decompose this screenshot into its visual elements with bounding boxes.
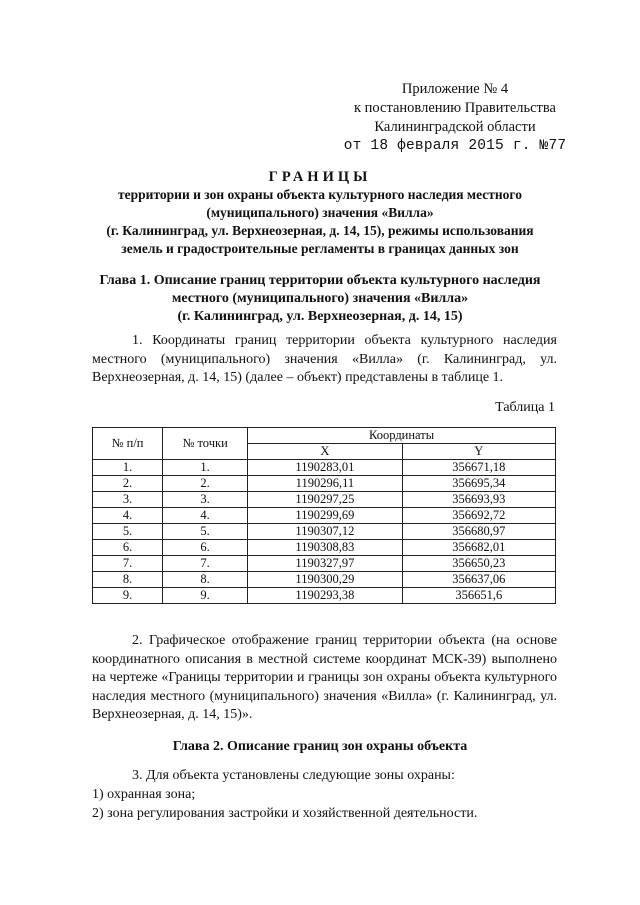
table-row (93, 524, 556, 540)
list-item: 1) охранная зона; (92, 787, 196, 802)
table-row (93, 540, 556, 556)
cell-x: 1190307,12 (248, 524, 402, 540)
list-item: 2) зона регулирования застройки и хозяйственной деятельности. (92, 806, 478, 821)
table-row (93, 588, 556, 604)
table-row (93, 572, 556, 588)
cell-point: 3. (163, 492, 248, 508)
table-row (93, 556, 556, 572)
table-row (93, 508, 556, 524)
cell-num: 8. (93, 572, 163, 588)
cell-y: 356680,97 (402, 524, 555, 540)
cell-num: 6. (93, 540, 163, 556)
appendix-region: Калининградской области (374, 119, 536, 135)
cell-y: 356637,06 (402, 572, 555, 588)
appendix-number: Приложение № 4 (401, 81, 509, 97)
cell-x: 1190327,97 (248, 556, 402, 572)
cell-point: 2. (163, 476, 248, 492)
coordinates-table-body (93, 460, 556, 604)
protection-zones-list (92, 766, 562, 823)
cell-point: 5. (163, 524, 248, 540)
cell-num: 2. (93, 476, 163, 492)
appendix-header (330, 80, 580, 156)
chapter-1-line: (г. Калининград, ул. Верхнеозерная, д. 14, 15) (177, 309, 463, 324)
cell-num: 4. (93, 508, 163, 524)
cell-point: 1. (163, 460, 248, 476)
cell-num: 7. (93, 556, 163, 572)
header-x: X (248, 444, 402, 460)
cell-y: 356692,72 (402, 508, 555, 524)
table-caption: Таблица 1 (495, 400, 555, 415)
header-coords: Координаты (248, 428, 556, 444)
cell-y: 356650,23 (402, 556, 555, 572)
chapter-2-heading: Глава 2. Описание границ зон охраны объекта (172, 739, 468, 754)
paragraph-1: 1. Координаты границ территории объекта культурного наследия местного (муниципального) значения «Вилла» (г. Калининград, ул. Верхнеозерная, д. 14, 15) (далее – объект) представлены в таблице 1. (92, 333, 557, 385)
document-subtitle (80, 186, 560, 258)
subtitle-line: (г. Калининград, ул. Верхнеозерная, д. 14, 15), режимы использования (106, 223, 534, 238)
cell-y: 356682,01 (402, 540, 555, 556)
header-y: Y (402, 444, 555, 460)
cell-num: 5. (93, 524, 163, 540)
cell-x: 1190297,25 (248, 492, 402, 508)
cell-point: 8. (163, 572, 248, 588)
cell-num: 1. (93, 460, 163, 476)
cell-x: 1190308,83 (248, 540, 402, 556)
cell-y: 356671,18 (402, 460, 555, 476)
cell-point: 4. (163, 508, 248, 524)
cell-num: 3. (93, 492, 163, 508)
cell-x: 1190296,11 (248, 476, 402, 492)
paragraph-2: 2. Графическое отображение границ территории объекта (на основе координатного описания в местной системе координат МСК-39) выполнено на чертеже «Границы территории и границы зон охраны объекта культурного наследия местного (муниципального) значения «Вилла» (г. Калининград, ул. Верхнеозерная, д. 14, 15)». (92, 633, 557, 722)
appendix-resolution: к постановлению Правительства (354, 100, 556, 116)
chapter-1-heading (80, 272, 560, 326)
table-row (93, 476, 556, 492)
cell-point: 6. (163, 540, 248, 556)
cell-num: 9. (93, 588, 163, 604)
list-intro: 3. Для объекта установлены следующие зоны охраны: (132, 768, 455, 783)
cell-point: 7. (163, 556, 248, 572)
subtitle-line: земель и градостроительные регламенты в границах данных зон (121, 241, 519, 256)
cell-y: 356651,6 (402, 588, 555, 604)
cell-y: 356693,93 (402, 492, 555, 508)
cell-x: 1190293,38 (248, 588, 402, 604)
cell-x: 1190283,01 (248, 460, 402, 476)
table-row (93, 460, 556, 476)
cell-y: 356695,34 (402, 476, 555, 492)
cell-x: 1190300,29 (248, 572, 402, 588)
chapter-1-line: Глава 1. Описание границ территории объекта культурного наследия (99, 273, 541, 288)
document-title: ГРАНИЦЫ (268, 169, 372, 185)
appendix-date: от 18 февраля 2015 г. №77 (343, 138, 567, 154)
header-num: № п/п (93, 428, 163, 460)
cell-point: 9. (163, 588, 248, 604)
chapter-1-line: местного (муниципального) значения «Вилла» (171, 291, 469, 306)
subtitle-line: территории и зон охраны объекта культурного наследия местного (118, 187, 522, 202)
subtitle-line: (муниципального) значения «Вилла» (206, 205, 434, 220)
coordinates-table (92, 427, 556, 604)
cell-x: 1190299,69 (248, 508, 402, 524)
header-point: № точки (163, 428, 248, 460)
table-row (93, 492, 556, 508)
